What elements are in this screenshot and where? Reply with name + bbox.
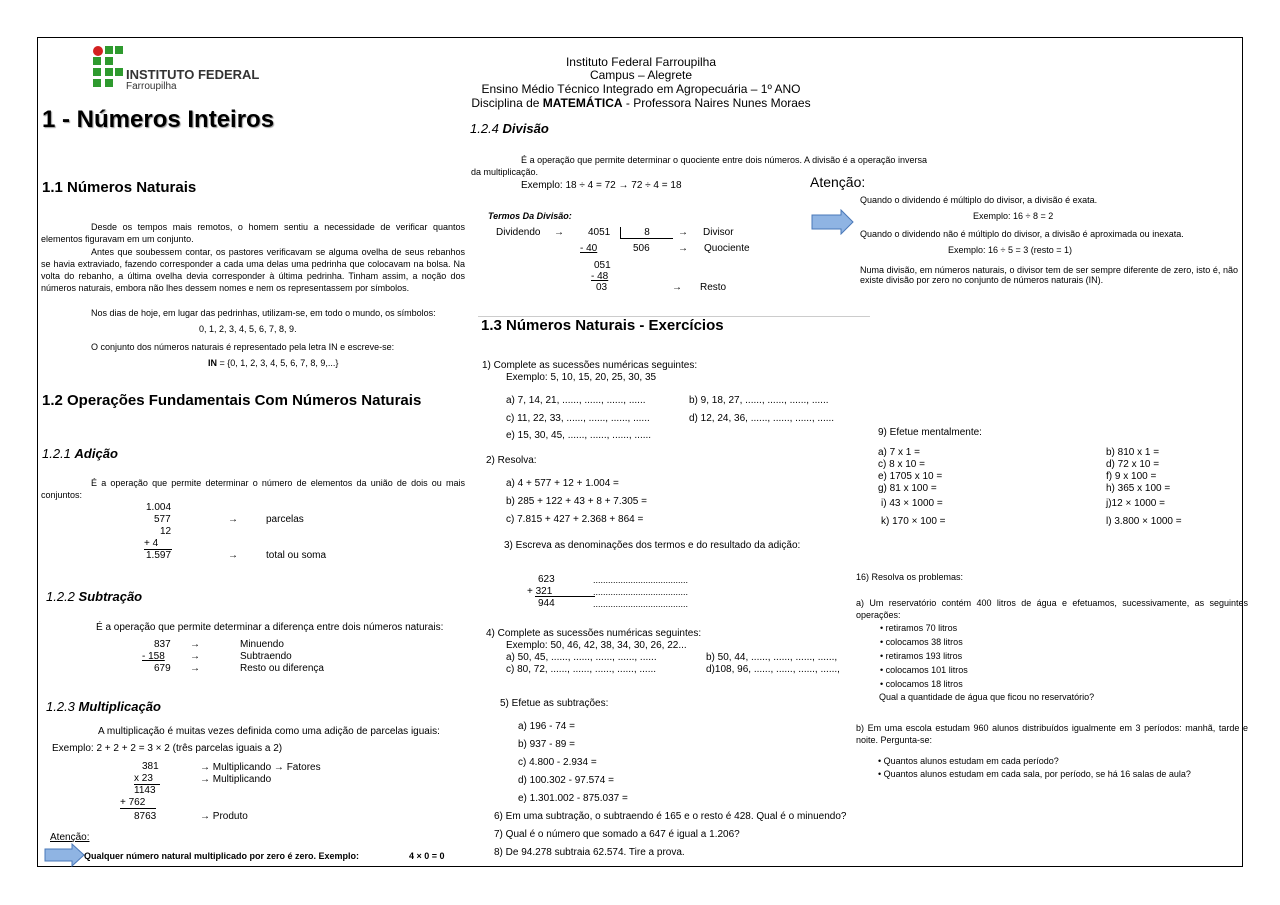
- minuend-label: Minuendo: [240, 639, 284, 650]
- paragraph: Desde os tempos mais remotos, o homem sentiu a necessidade de verificar quantos elementos figuravam em um conjunto.: [41, 222, 465, 244]
- arrow-icon: →: [190, 639, 200, 650]
- exercise-2: 2) Resolva:: [486, 455, 537, 466]
- logo-subtitle: Farroupilha: [126, 81, 177, 92]
- exercise-4-example: Exemplo: 50, 46, 42, 38, 34, 30, 26, 22...: [506, 640, 687, 651]
- sum: 944: [538, 598, 555, 609]
- exercise-5e: e) 1.301.002 - 875.037 =: [518, 793, 628, 804]
- exercise-5c: c) 4.800 - 2.934 =: [518, 757, 597, 768]
- exercise-4b: b) 50, 44, ......, ......, ......, ......,: [706, 652, 838, 663]
- exercise-16: 16) Resolva os problemas:: [856, 572, 964, 582]
- subsection-heading: 1.2.2 Subtração: [46, 589, 143, 604]
- subtrahend: - 158: [142, 651, 165, 662]
- exercise-9c: c) 8 x 10 =: [878, 459, 925, 470]
- sum-line: [535, 596, 595, 597]
- addend: 577: [154, 514, 171, 525]
- answer-blank: ......................................: [593, 599, 689, 609]
- dividend: 4051: [588, 227, 611, 238]
- exercise-9k: k) 170 × 100 =: [881, 516, 946, 527]
- exercise-4c: c) 80, 72, ......, ......, ......, ......, ......: [506, 664, 657, 675]
- divisor-label: Divisor: [703, 227, 734, 238]
- exercise-9e: e) 1705 x 10 =: [878, 471, 943, 482]
- logo-square: [105, 46, 113, 54]
- subtrahend-label: Subtraendo: [240, 651, 292, 662]
- arrow-icon: →: [678, 227, 688, 238]
- paragraph: É a operação que permite determinar a diferença entre dois números naturais:: [96, 622, 444, 633]
- exercise-9h: h) 365 x 100 =: [1106, 483, 1171, 494]
- dividend-label: Dividendo: [496, 227, 541, 238]
- natural-set: IN = {0, 1, 2, 3, 4, 5, 6, 7, 8, 9,...}: [208, 358, 339, 368]
- paragraph: O conjunto dos números naturais é representado pela letra IN e escreve-se:: [91, 342, 395, 352]
- multiplier-label: → Multiplicando: [200, 774, 272, 785]
- arrow-icon: →: [190, 663, 200, 674]
- arrow-icon: →: [672, 282, 682, 293]
- exercise-16a-question: Qual a quantidade de água que ficou no reservatório?: [879, 692, 1095, 702]
- partial-subtraction: - 48: [591, 271, 609, 282]
- exercise-1: 1) Complete as sucessões numéricas seguintes:: [482, 360, 698, 371]
- document-page: [37, 37, 1248, 867]
- quotient-label: Quociente: [704, 243, 750, 254]
- list-item: • colocamos 38 litros: [880, 637, 963, 647]
- multiplication-example-text: Exemplo: 2 + 2 + 2 = 3 × 2 (três parcelas iguais a 2): [52, 743, 283, 754]
- division-rule-example: Exemplo: 16 ÷ 5 = 3 (resto = 1): [948, 245, 1073, 255]
- exercise-16a: a) Um reservatório contém 400 litros de água e efetuamos, sucessivamente, as seguintes operações:: [856, 598, 1248, 620]
- difference-label: Resto ou diferença: [240, 663, 324, 674]
- exercise-16b-question: • Quantos alunos estudam em cada período?: [878, 756, 1059, 766]
- digits-list: 0, 1, 2, 3, 4, 5, 6, 7, 8, 9.: [199, 324, 297, 334]
- minuend: 837: [154, 639, 171, 650]
- factors-label: → Multiplicando → Fatores: [200, 762, 321, 773]
- section-heading: 1.1 Números Naturais: [42, 179, 197, 196]
- partial-product: 1143: [134, 785, 156, 796]
- addend: + 4: [144, 538, 172, 550]
- zero-example: 4 × 0 = 0: [409, 851, 445, 861]
- remainder: 03: [596, 282, 608, 293]
- exercise-9b: b) 810 x 1 =: [1106, 447, 1160, 458]
- exercise-16b-question: • Quantos alunos estudam em cada sala, por período, se há 16 salas de aula?: [878, 769, 1191, 779]
- page-title: 1 - Números Inteiros: [42, 106, 275, 133]
- answer-blank: ......................................: [593, 575, 689, 585]
- exercise-1b: b) 9, 18, 27, ......, ......, ......, ......: [689, 395, 829, 406]
- difference: 679: [154, 663, 171, 674]
- paragraph: Antes que soubessem contar, os pastores verificavam se alguma ovelha de seus rebanhos se havia extraviado, fazendo corresponder a cada uma delas uma pedrinha que colocavam na bolsa. Na volta do rebanho, a última ovelha devia corresponder à última pedrinha. Tinham assim, a noção dos números naturais, embora não lhes dessem nomes e nem os representassem por símbolos.: [41, 247, 465, 293]
- addend: 623: [538, 574, 555, 585]
- attention-arrow-icon: [44, 843, 86, 867]
- exercise-16b: b) Em uma escola estudam 960 alunos distribuídos igualmente em 3 períodos: manhã, tarde e noite. Pergunta-se:: [856, 723, 1248, 745]
- exercise-1e: e) 15, 30, 45, ......, ......, ......, ......: [506, 430, 652, 441]
- exercise-2b: b) 285 + 122 + 43 + 8 + 7.305 =: [506, 496, 647, 507]
- multiplier: x 23: [134, 773, 160, 785]
- list-item: • colocamos 18 litros: [880, 679, 963, 689]
- logo-square: [115, 46, 123, 54]
- exercise-4d: d)108, 96, ......, ......, ......, ......,: [706, 664, 840, 675]
- exercise-5d: d) 100.302 - 97.574 =: [518, 775, 614, 786]
- exercise-5a: a) 196 - 74 =: [518, 721, 575, 732]
- exercise-2a: a) 4 + 577 + 12 + 1.004 =: [506, 478, 619, 489]
- exercise-1d: d) 12, 24, 36, ......, ......, ......, ......: [689, 413, 835, 424]
- product-label: → Produto: [200, 811, 248, 822]
- addend-label: parcelas: [266, 514, 304, 525]
- division-terms-heading: Termos Da Divisão:: [488, 211, 572, 221]
- exercise-5: 5) Efetue as subtrações:: [500, 698, 609, 709]
- subsection-heading: 1.2.3 Multiplicação: [46, 699, 161, 714]
- header-line: Campus – Alegrete: [589, 68, 693, 82]
- arrow-icon: →: [228, 514, 238, 525]
- divisor: 8: [621, 227, 673, 239]
- sum: 1.597: [146, 550, 172, 561]
- partial-remainder: 051: [594, 260, 611, 271]
- exercise-4: 4) Complete as sucessões numéricas seguintes:: [486, 628, 702, 639]
- division-rule-example: Exemplo: 16 ÷ 8 = 2: [973, 211, 1054, 221]
- arrow-icon: →: [678, 243, 688, 254]
- exercise-1c: c) 11, 22, 33, ......, ......, ......, ......: [506, 413, 650, 424]
- section-heading: 1.2 Operações Fundamentais Com Números Naturais: [42, 392, 422, 409]
- exercise-9g: g) 81 x 100 =: [878, 483, 937, 494]
- exercise-9: 9) Efetue mentalmente:: [878, 427, 982, 438]
- paragraph: É a operação que permite determinar o número de elementos da união de dois ou mais conjuntos:: [41, 478, 465, 500]
- exercise-6: 6) Em uma subtração, o subtraendo é 165 e o resto é 428. Qual é o minuendo?: [494, 811, 847, 822]
- exercise-7: 7) Qual é o número que somado a 647 é igual a 1.206?: [494, 829, 740, 840]
- division-rule: Quando o dividendo é múltiplo do divisor, a divisão é exata.: [860, 195, 1098, 205]
- exercise-1a: a) 7, 14, 21, ......, ......, ......, ......: [506, 395, 646, 406]
- list-item: • retiramos 70 litros: [880, 623, 958, 633]
- paragraph: A multiplicação é muitas vezes definida como uma adição de parcelas iguais:: [98, 726, 440, 737]
- remainder-label: Resto: [700, 282, 727, 293]
- header-line: Disciplina de MATEMÁTICA - Professora Naires Nunes Moraes: [471, 96, 811, 110]
- addend: 12: [160, 526, 172, 537]
- exercise-3: 3) Escreva as denominações dos termos e do resultado da adição:: [504, 540, 801, 551]
- division-example: Exemplo: 18 ÷ 4 = 72 → 72 ÷ 4 = 18: [521, 180, 682, 191]
- quotient: 506: [633, 243, 650, 254]
- exercise-8: 8) De 94.278 subtraia 62.574. Tire a prova.: [494, 847, 685, 858]
- multiplicand: 381: [142, 761, 159, 772]
- exercise-9j: j)12 × 1000 =: [1106, 498, 1165, 509]
- subsection-heading: 1.2.4 Divisão: [470, 121, 549, 136]
- subsection-heading: 1.2.1 Adição: [42, 446, 118, 461]
- section-heading: 1.3 Números Naturais - Exercícios: [481, 317, 724, 334]
- attention-heading: Atenção:: [810, 174, 866, 190]
- answer-blank: ......................................: [593, 587, 689, 597]
- attention-arrow-icon: [811, 209, 855, 235]
- addend: + 321: [527, 586, 553, 597]
- logo-title: INSTITUTO FEDERAL: [126, 67, 260, 82]
- arrow-icon: →: [554, 227, 564, 238]
- division-by-zero-note: Numa divisão, em números naturais, o divisor tem de ser sempre diferente de zero, isto é, não existe divisão por zero no conjunto de números naturais (IN).: [860, 265, 1238, 285]
- exercise-5b: b) 937 - 89 =: [518, 739, 575, 750]
- zero-note: Qualquer número natural multiplicado por zero é zero. Exemplo:: [84, 851, 360, 861]
- exercise-4a: a) 50, 45, ......, ......, ......, ......, ......: [506, 652, 657, 663]
- paragraph: É a operação que permite determinar o quociente entre dois números. A divisão é a operação inversa da multiplicação.: [471, 155, 927, 177]
- exercise-9d: d) 72 x 10 =: [1106, 459, 1160, 470]
- header-line: Instituto Federal Farroupilha: [565, 55, 717, 69]
- addend: 1.004: [146, 502, 172, 513]
- arrow-icon: →: [190, 651, 200, 662]
- list-item: • colocamos 101 litros: [880, 665, 968, 675]
- exercise-9l: l) 3.800 × 1000 =: [1106, 516, 1182, 527]
- sum-label: total ou soma: [266, 550, 327, 561]
- header-line: Ensino Médio Técnico Integrado em Agropecuária – 1º ANO: [481, 82, 801, 96]
- paragraph: Nos dias de hoje, em lugar das pedrinhas, utilizam-se, em todo o mundo, os símbolos:: [91, 308, 436, 318]
- exercise-9f: f) 9 x 100 =: [1106, 471, 1157, 482]
- exercise-1-example: Exemplo: 5, 10, 15, 20, 25, 30, 35: [506, 372, 657, 383]
- division-rule: Quando o dividendo não é múltiplo do divisor, a divisão é aproximada ou inexata.: [860, 229, 1184, 239]
- list-item: • retiramos 193 litros: [880, 651, 963, 661]
- exercise-2c: c) 7.815 + 427 + 2.368 + 864 =: [506, 514, 644, 525]
- arrow-icon: →: [228, 550, 238, 561]
- attention-label: Atenção:: [50, 832, 90, 843]
- partial-product: + 762: [120, 797, 156, 809]
- exercise-9a: a) 7 x 1 =: [878, 447, 920, 458]
- exercise-9i: i) 43 × 1000 =: [881, 498, 943, 509]
- product: 8763: [134, 811, 157, 822]
- partial-subtraction: - 40: [580, 243, 598, 254]
